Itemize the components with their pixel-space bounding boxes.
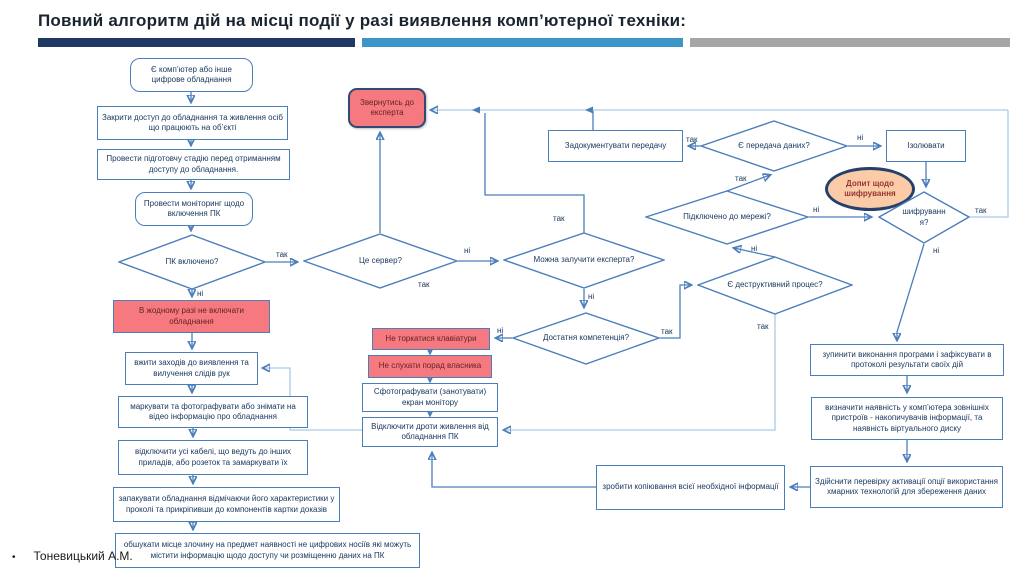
node-disconnect-cables: відключити усі кабелі, що ведуть до інших приладів, або розеток та замаркувати їх [118, 440, 308, 475]
edge-label-competence-yes: так [661, 327, 673, 336]
decision-enough-competence: Достатня компетенція? [512, 312, 660, 365]
node-photo-screen: Сфотографувати (занотувати) екран монітору [362, 383, 498, 412]
edge-label-pc-on-yes: так [276, 250, 288, 259]
edge-label-involve-no: ні [588, 292, 595, 301]
decision-destructive: Є деструктивний процес? [697, 256, 853, 315]
node-no-keyboard: Не торкатися клавіатури [372, 328, 490, 350]
node-document-transfer: Задокументувати передачу [548, 130, 683, 162]
node-unplug-power: Відключити дроти живлення від обладнання ПК [362, 417, 498, 447]
edge-label-is-server-yes: так [418, 280, 430, 289]
author-name: Тоневицький А.М. [33, 549, 133, 563]
node-cloud-check: Здійснити перевірку активації опції використання хмарних технологій для збереження даних [810, 466, 1003, 508]
node-prep-stage: Провести підготовчу стадію перед отриманням доступу до обладнання. [97, 149, 290, 180]
node-pack-equipment: запакувати обладнання відмічаючи його характеристики у проколі та прикріпивши до компонентів картки доказів [113, 487, 340, 522]
node-no-owner-advice: Не слухати порад власника [368, 355, 492, 378]
node-close-access: Закрити доступ до обладнання та живлення осіб що працюють на об’єкті [97, 106, 288, 140]
edge-label-data-yes: так [686, 135, 698, 144]
node-copy-info: зробити копіювання всієї необхідної інформації [596, 465, 785, 510]
node-mark-photo: маркувати та фотографувати або знімати на відео інформацію про обладнання [118, 396, 308, 428]
edge-label-data-no: ні [857, 133, 864, 142]
page-title: Повний алгоритм дій на місці події у разі виявлення комп’ютерної техніки: [38, 11, 687, 30]
node-monitoring: Провести моніторинг щодо включення ПК [135, 192, 253, 226]
decision-encryption: шифрування? [878, 191, 970, 244]
callout-interrogation: Допит щодо шифрування [825, 167, 915, 211]
decision-network: Підключено до мережі? [645, 190, 809, 245]
node-search-scene: обшукати місце злочину на предмет наявності не цифрових носіїв які можуть містити інформацію щодо доступу чи розміщенню даних на ПК [115, 533, 420, 568]
edge-label-destructive-yes: так [757, 322, 769, 331]
decision-data-transfer: Є передача даних? [700, 120, 848, 172]
edge-label-pc-on-no: ні [197, 289, 204, 298]
node-start: Є комп’ютер або інше цифрове обладнання [130, 58, 253, 92]
edge-label-involve-yes: так [553, 214, 565, 223]
node-stop-program: зупинити виконання програми і зафіксувати в протоколі результати своїх дій [810, 344, 1004, 376]
node-call-expert: Звернутись до експерта [348, 88, 426, 128]
edge-label-encryption-yes: так [975, 206, 987, 215]
author-bullet: • [12, 552, 16, 563]
node-isolate: Ізолювати [886, 130, 966, 162]
edge-label-network-no: ні [813, 205, 820, 214]
decision-can-involve-expert: Можна залучити експерта? [503, 232, 665, 289]
edge-label-competence-no: ні [497, 326, 504, 335]
edge-label-network-yes: так [735, 174, 747, 183]
node-fingerprints: вжити заходів до виявлення та вилучення слідів рук [125, 352, 258, 385]
edge-label-is-server-no: ні [464, 246, 471, 255]
edge-label-destructive-no: ні [751, 244, 758, 253]
node-never-power-on: В жодному разі не включати обладнання [113, 300, 270, 333]
author-line [12, 549, 133, 563]
edge-label-encryption-no: ні [933, 246, 940, 255]
decision-pc-on: ПК включено? [118, 234, 266, 290]
node-external-devices: визначити наявність у комп’ютера зовнішніх пристроїв - накопичувачів інформації, та наявність віртуального диску [811, 397, 1003, 440]
decision-is-server: Це сервер? [303, 233, 458, 289]
